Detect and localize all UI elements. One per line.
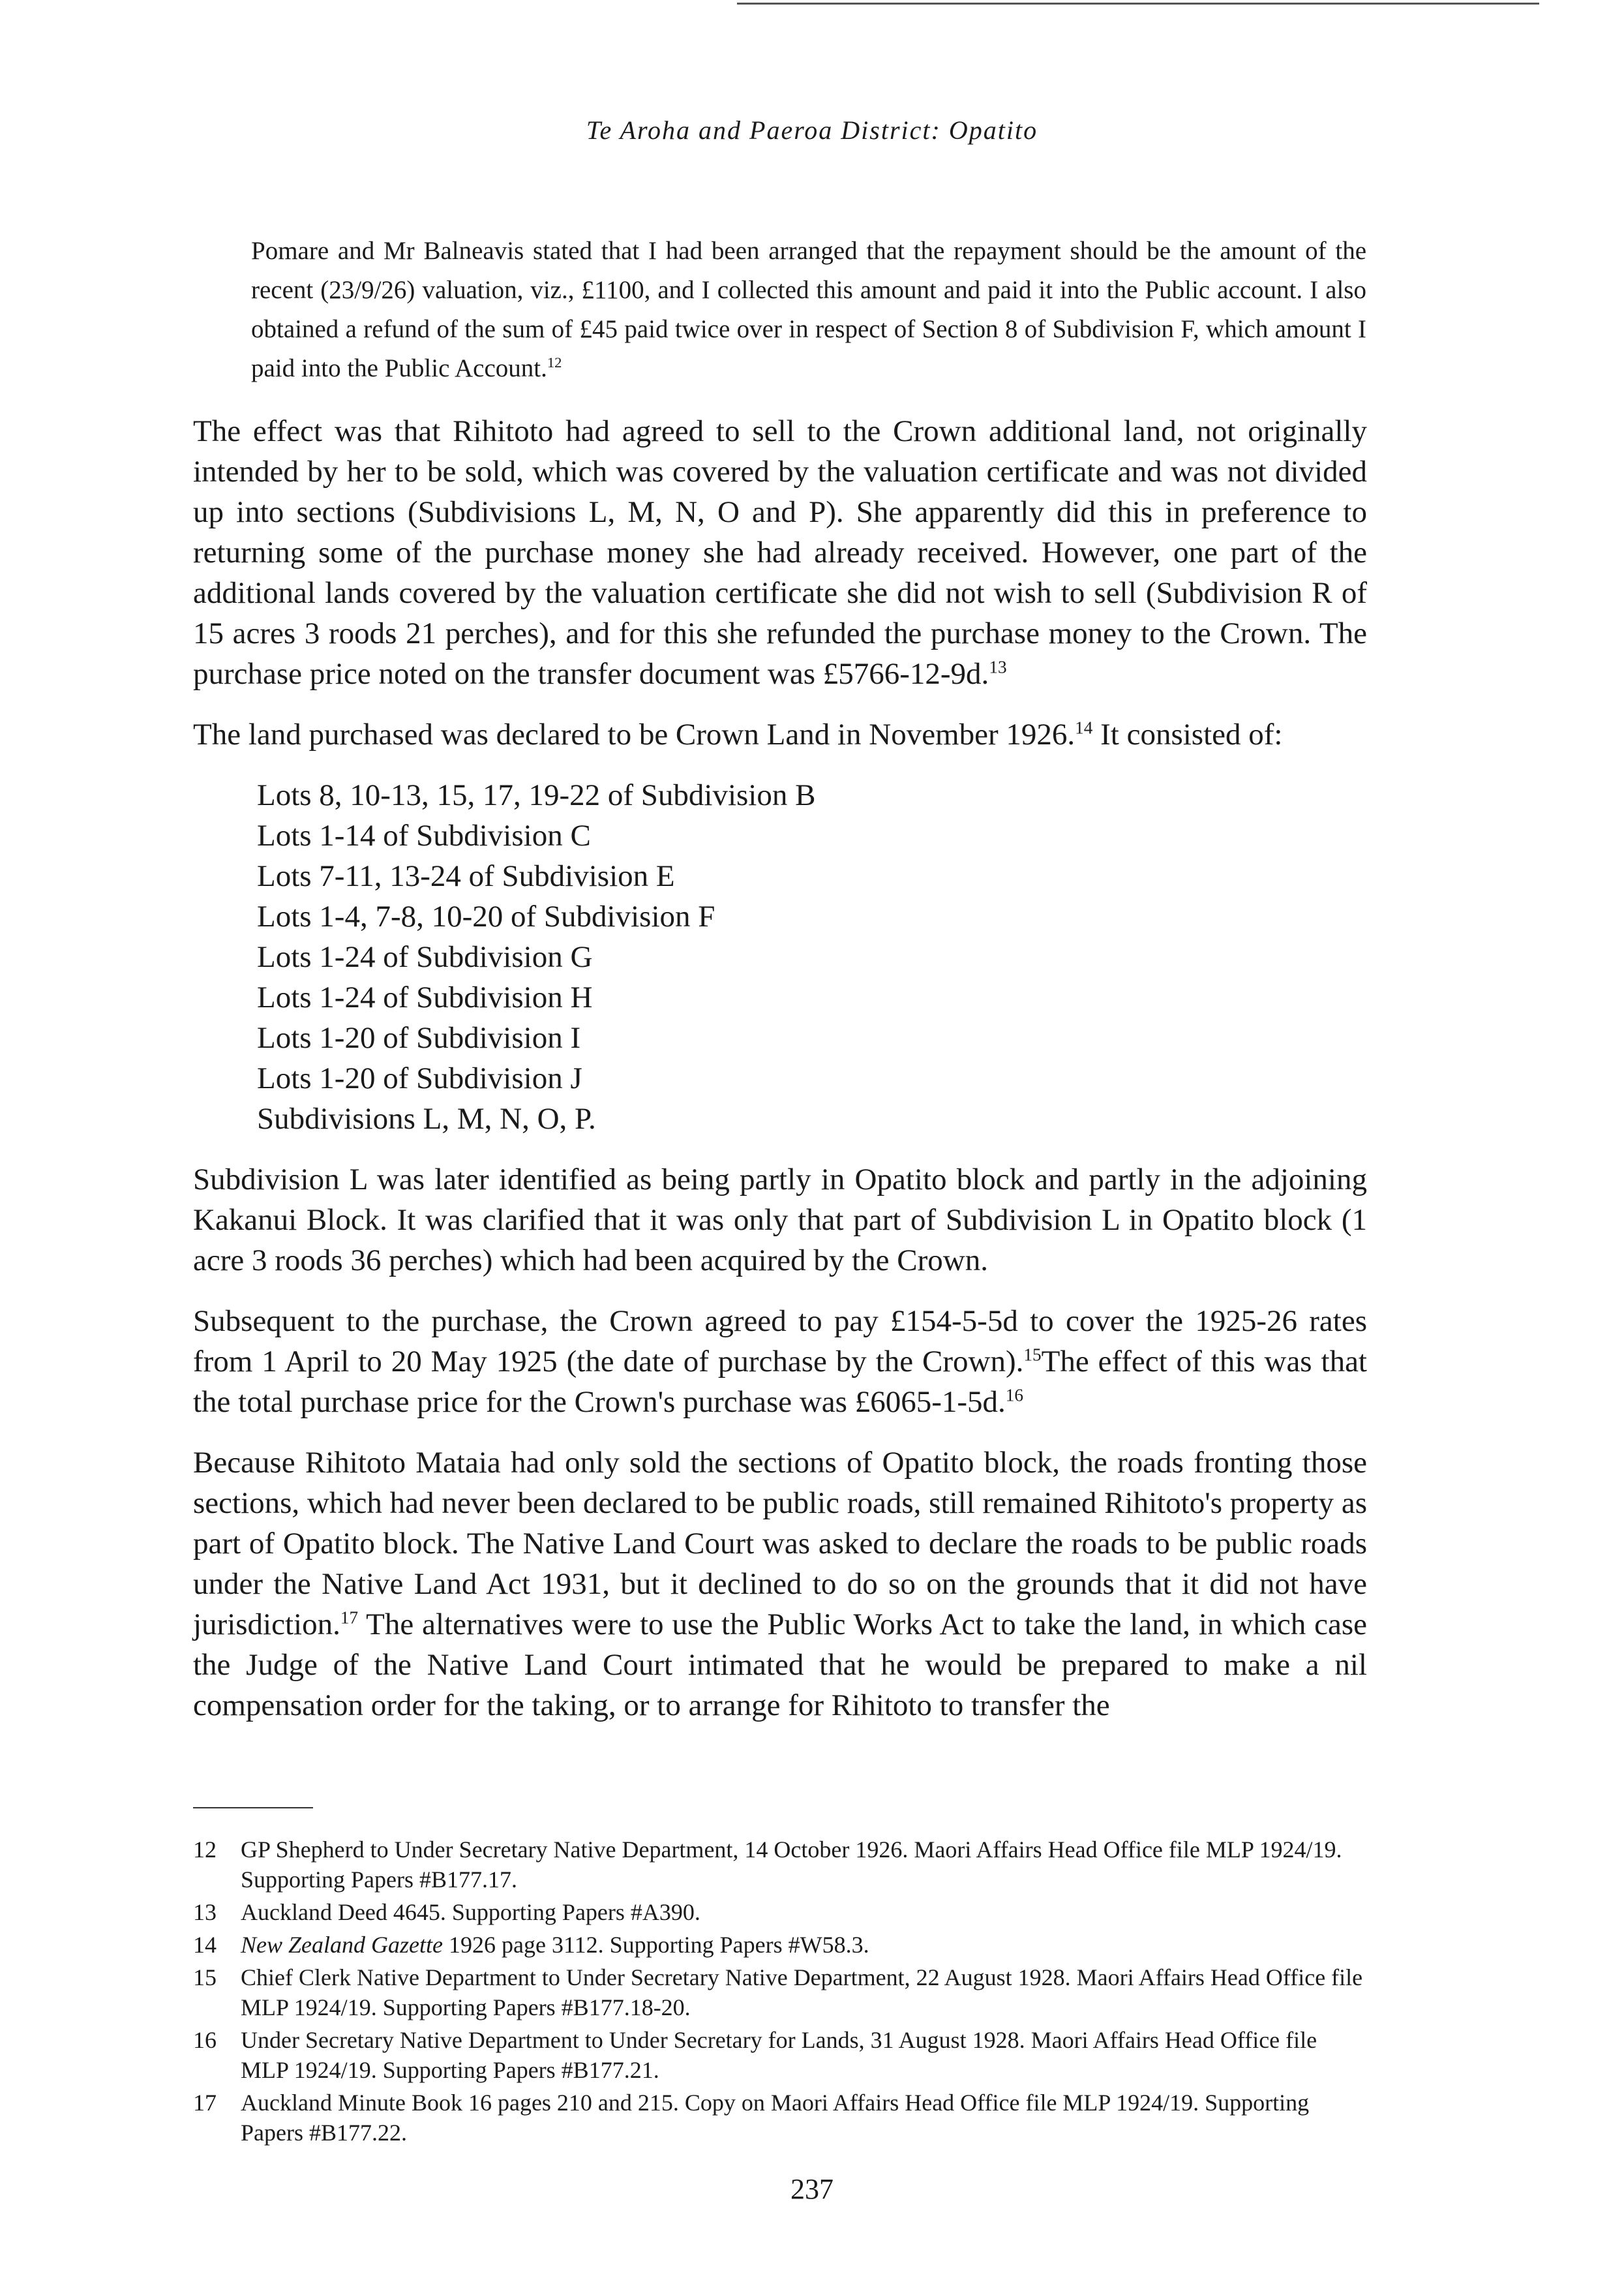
list-item: Lots 1-24 of Subdivision G [257,940,593,974]
footnote-text: Auckland Minute Book 16 pages 210 and 215. Copy on Maori Affairs Head Office file MLP 1924/19. Supporting Papers #B177.22. [241,2090,1310,2146]
page-number: 237 [790,2173,834,2205]
footnote-number: 16 [193,2027,217,2053]
paragraph-text: It consisted of: [1092,718,1283,752]
paragraph-text: The effect was that Rihitoto had agreed to sell to the Crown additional land, not originally intended by her to be sold, which was covered by the valuation certificate and was not divided up into sections (Subdivisions L, M, N, O and P). She apparently did this in preference to returning some of the purchase money she had already received. However, one part of the additional lands covered by the valuation certificate she did not wish to sell (Subdivision R of 15 acres 3 roods 21 perches), and for this she refunded the purchase money to the Crown. The purchase price noted on the transfer document was £5766-12-9d. [193,414,1367,691]
footnote-ref: 13 [989,657,1007,677]
list-item: Lots 1-4, 7-8, 10-20 of Subdivision F [257,900,715,934]
footnote [193,2025,1367,2085]
footnote-text-rest: 1926 page 3112. Supporting Papers #W58.3. [442,1932,869,1958]
footnote-ref: 17 [340,1607,359,1628]
paragraph-1 [193,411,1367,694]
footnote [193,1930,1367,1960]
footnote [193,1835,1367,1895]
paragraph-2 [193,714,1367,755]
footnote [193,1962,1367,2022]
list-item: Lots 1-24 of Subdivision H [257,981,593,1014]
paragraph-text: The land purchased was declared to be Crown Land in November 1926. [193,718,1075,752]
top-rule [737,3,1539,5]
list-item: Lots 7-11, 13-24 of Subdivision E [257,859,675,893]
footnote-number: 12 [193,1836,217,1863]
list-item: Lots 1-14 of Subdivision C [257,819,591,853]
footnote-ref: 12 [547,354,562,371]
footnote-ref: 14 [1075,718,1093,738]
paragraph-text: Subsequent to the purchase, the Crown agreed to pay £154-5-5d to cover the 1925-26 rates from 1 April to 20 May 1925 (the date of purchase by the Crown). [193,1304,1367,1378]
footnote-text: Auckland Deed 4645. Supporting Papers #A390. [241,1899,700,1925]
footnote [193,2088,1367,2148]
block-quote-text: Pomare and Mr Balneavis stated that I had been arranged that the repayment should be the amount of the recent (23/9/26) valuation, viz., £1100, and I collected this amount and paid it into the Public account. I also obtained a refund of the sum of £45 paid twice over in respect of Section 8 of Subdivision F, which amount I paid into the Public Account. [251,237,1366,382]
footnote-text [241,1930,1367,1960]
gazette-title: New Zealand Gazette [241,1932,443,1958]
footnotes [193,1835,1367,2150]
footnote-text: Chief Clerk Native Department to Under Secretary Native Department, 22 August 1928. Maori Affairs Head Office file MLP 1924/19. Supporting Papers #B177.18-20. [241,1964,1363,2020]
paragraph-5 [193,1442,1367,1726]
list-item: Lots 1-20 of Subdivision I [257,1021,581,1055]
paragraph-text: Because Rihitoto Mataia had only sold the sections of Opatito block, the roads fronting those sections, which had never been declared to be public roads, still remained Rihitoto's property as part of Opatito block. The Native Land Court was asked to declare the roads to be public roads under the Native Land Act 1931, but it declined to do so on the grounds that it did not have jurisdiction. [193,1446,1367,1641]
footnote-number: 15 [193,1964,217,1990]
body-text [193,411,1367,1746]
list-item: Lots 8, 10-13, 15, 17, 19-22 of Subdivision B [257,778,816,812]
paragraph-text: The effect of this was that the total purchase price for the Crown's purchase was £6065-1-5d. [193,1345,1367,1419]
footnote [193,1897,1367,1927]
running-header: Te Aroha and Paeroa District: Opatito [586,115,1038,145]
paragraph-4 [193,1301,1367,1422]
footnote-text: GP Shepherd to Under Secretary Native Department, 14 October 1926. Maori Affairs Head Office file MLP 1924/19. Supporting Papers #B177.17. [241,1836,1342,1893]
lots-list [193,775,1367,1139]
footnote-rule [193,1807,313,1808]
paragraph-3: Subdivision L was later identified as being partly in Opatito block and partly in the adjoining Kakanui Block. It was clarified that it was only that part of Subdivision L in Opatito block (1 acre 3 roods 36 perches) which had been acquired by the Crown. [193,1163,1367,1277]
footnote-number: 13 [193,1899,217,1925]
footnote-ref: 16 [1005,1385,1024,1405]
footnote-number: 17 [193,2090,217,2116]
block-quote [251,232,1366,388]
footnote-text: Under Secretary Native Department to Under Secretary for Lands, 31 August 1928. Maori Affairs Head Office file MLP 1924/19. Supporting Papers #B177.21. [241,2027,1317,2083]
paragraph-text: The alternatives were to use the Public Works Act to take the land, in which case the Judge of the Native Land Court intimated that he would be prepared to make a nil compensation order for the taking, or to arrange for Rihitoto to transfer the [193,1607,1367,1722]
list-item: Lots 1-20 of Subdivision J [257,1061,582,1095]
footnote-number: 14 [193,1932,217,1958]
footnote-ref: 15 [1023,1345,1042,1365]
list-item: Subdivisions L, M, N, O, P. [257,1102,596,1136]
